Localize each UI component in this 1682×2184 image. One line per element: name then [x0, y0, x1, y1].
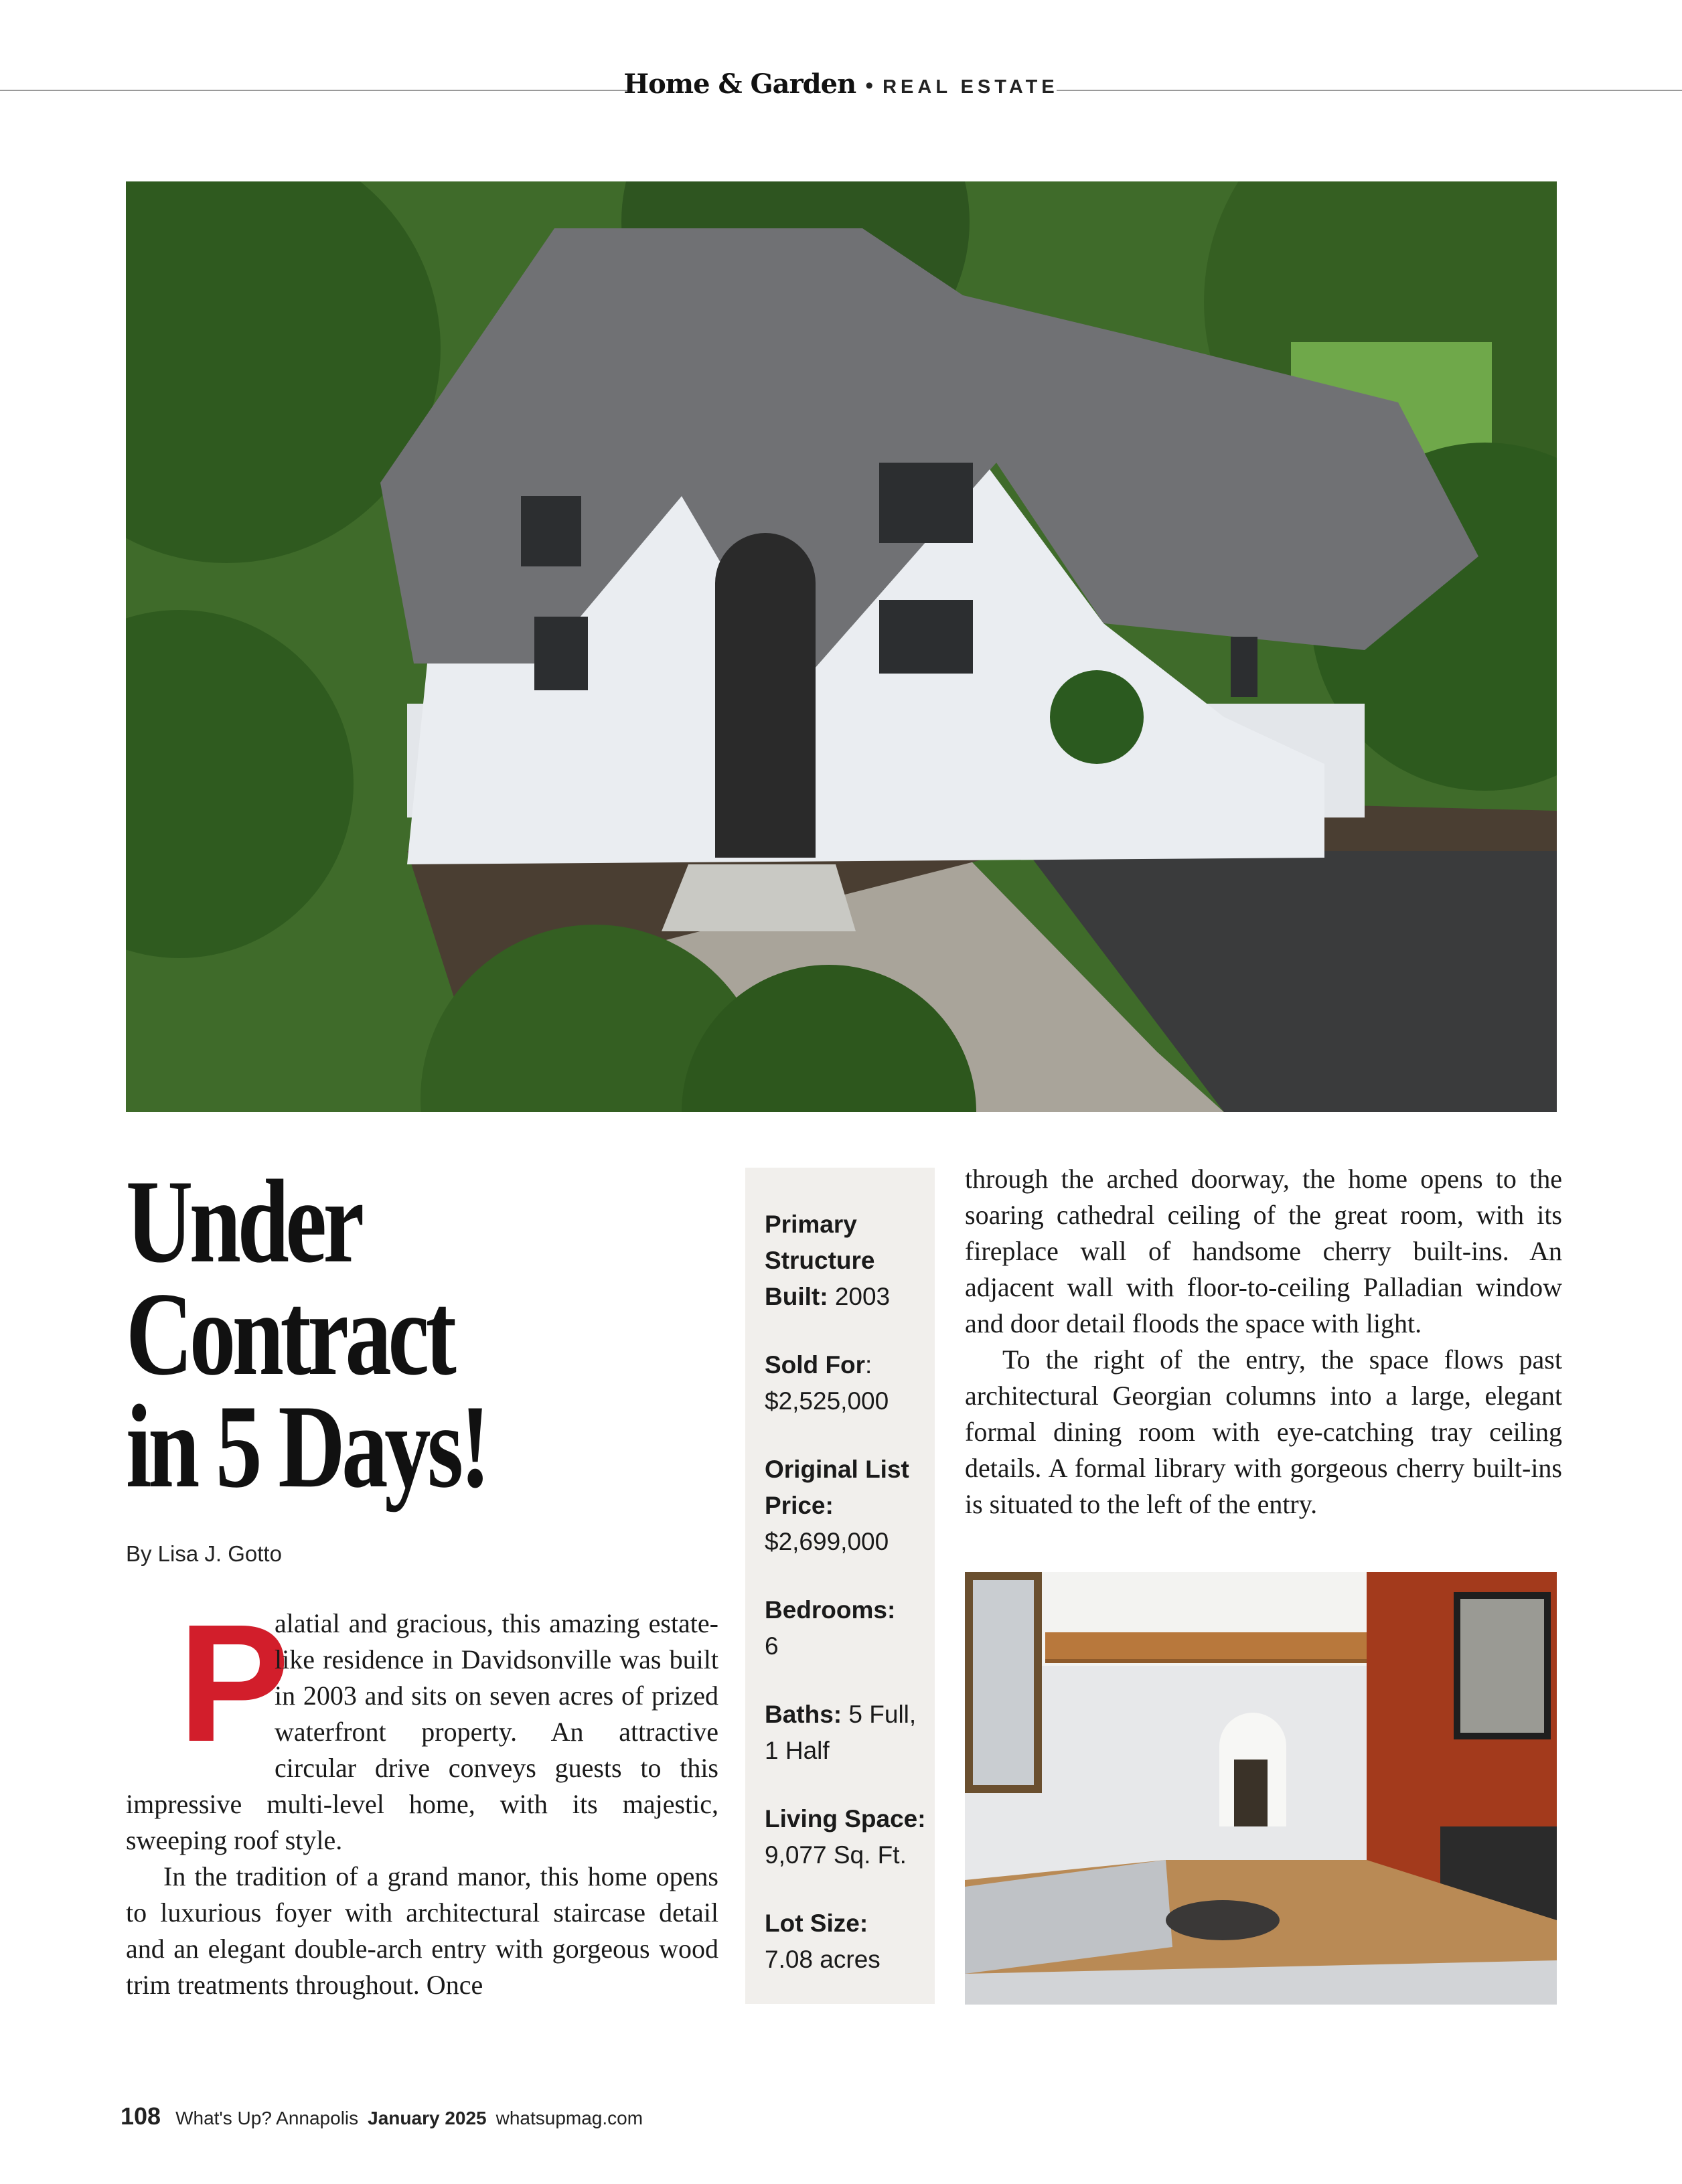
fact-year-built [765, 1206, 932, 1315]
property-facts-list [765, 1206, 932, 2010]
interior-photo-great-room [965, 1572, 1557, 2005]
fact-living-space [765, 1801, 932, 1873]
hero-photo-aerial-house [126, 181, 1557, 1112]
fact-list-price [765, 1452, 932, 1560]
byline: By Lisa J. Gotto [126, 1541, 282, 1566]
headline-line-2: Contract [126, 1267, 453, 1400]
publication-name: What's Up? Annapolis [175, 2108, 359, 2128]
fact-value: 2003 [834, 1283, 891, 1310]
section-name: Home & Garden [623, 68, 856, 100]
fact-bedrooms [765, 1592, 932, 1664]
separator-dot: • [865, 73, 874, 98]
fact-value: 6 [765, 1632, 779, 1660]
headline-line-3: in 5 Days! [126, 1380, 487, 1512]
paragraph-1-text: alatial and gracious, this amazing estate-like residence in Davidsonville was built in 2003 and sits on seven acres of prized waterfront property. An attractive circular drive conveys guests to this impressive multi-level home, with its majestic, sweeping roof style. [126, 1608, 718, 1855]
issue-date: January 2025 [368, 2108, 487, 2128]
fact-label: Sold For [765, 1351, 866, 1379]
section-header [0, 68, 1682, 100]
fact-value: 9,077 Sq. Ft. [765, 1841, 907, 1869]
fact-baths [765, 1697, 932, 1769]
fact-label: Lot Size: [765, 1909, 868, 1937]
article-column-3 [965, 1161, 1562, 1523]
fact-value: 5 Full, 1 Half [765, 1701, 917, 1764]
headline-line-1: Under [126, 1155, 361, 1288]
drop-cap: P [178, 1589, 290, 1776]
page-number: 108 [121, 2102, 161, 2130]
fact-label: Living Space: [765, 1805, 926, 1832]
fact-lot-size [765, 1905, 932, 1978]
fact-value: $2,699,000 [765, 1528, 889, 1555]
page-footer [121, 2102, 643, 2130]
article-paragraph-4: To the right of the entry, the space flows past architectural Georgian columns into a large, elegant formal dining room with eye-catching tray ceiling details. A formal library with gorgeous cherry built-ins is situated to the left of the entry. [965, 1344, 1562, 1519]
subsection-name: REAL ESTATE [883, 76, 1059, 98]
fact-label: Baths: [765, 1701, 842, 1728]
article-paragraph-3: through the arched doorway, the home opens to the soaring cathedral ceiling of the great room, with its fireplace wall of handsome cherry built-ins. An adjacent wall with floor-to-ceiling Palladian window and door detail floods the space with light. [965, 1164, 1562, 1338]
article-paragraph-2: In the tradition of a grand manor, this home opens to luxurious foyer with architectural staircase detail and an elegant double-arch entry with gorgeous wood trim treatments throughout. Once [126, 1861, 718, 2000]
fact-value: 7.08 acres [765, 1946, 881, 1973]
fact-sold-for [765, 1347, 932, 1419]
fact-label: Bedrooms: [765, 1596, 896, 1624]
article-column-1 [126, 1589, 718, 2003]
article-headline [126, 1155, 596, 1512]
fact-label: Original List Price: [765, 1456, 909, 1519]
fact-label: Primary Structure Built: [765, 1211, 875, 1310]
article-paragraph-1 [126, 1589, 718, 1859]
fact-value: : $2,525,000 [765, 1351, 889, 1415]
website-link[interactable]: whatsupmag.com [495, 2108, 643, 2128]
